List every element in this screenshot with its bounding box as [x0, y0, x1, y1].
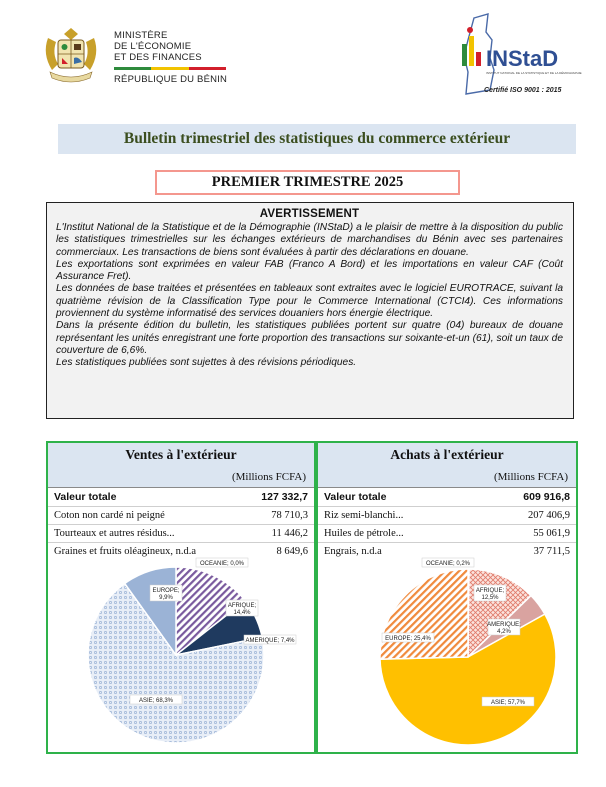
flag-color-bars	[114, 67, 226, 70]
benin-coat-of-arms-logo	[38, 24, 104, 86]
warning-paragraph-2: Les exportations sont exprimées en valeur FAB (Franco A Bord) et les importations en valeur CAF (Coût Assurance Fret).	[56, 258, 563, 283]
warning-paragraph-5: Les statistiques publiées sont sujettes à des révisions périodiques.	[56, 357, 357, 369]
exports-item-value: 11 446,2	[271, 528, 308, 539]
warning-box	[46, 202, 574, 419]
exports-item-label: Coton non cardé ni peigné	[54, 510, 165, 521]
imports-item-value: 37 711,5	[533, 546, 570, 557]
exports-item-value: 78 710,3	[271, 510, 308, 521]
quarter-label: PREMIER TRIMESTRE 2025	[211, 174, 404, 190]
pie-data-label	[382, 633, 434, 642]
warning-paragraph-4: Dans la présente édition du bulletin, les statistiques publiées portent sur quatre (04) bureaux de douane représentant les unités enregistrant une forte proportion des transactions sur soixante-et-un (61), soit un taux de couverture de 6,6%.	[56, 320, 563, 356]
imports-panel	[316, 441, 578, 754]
pie-slice	[380, 569, 468, 659]
svg-text:AFRIQUE;12,5%: AFRIQUE; 12,5%	[475, 588, 505, 601]
svg-text:EUROPE; 25,4%: EUROPE; 25,4%	[385, 635, 431, 642]
warning-paragraph-3: Les données de base traitées et présentées en tableaux sont extraites avec le logiciel EUROTRACE, suivant la quatrième révision de la Classification Type pour le Commerce International (CTCI4). Ces informations proviennent du système informatisé des services douaniers hors énergie électrique.	[56, 283, 563, 320]
bulletin-title: Bulletin trimestriel des statistiques du commerce extérieur	[123, 130, 511, 147]
bulletin-title-band	[58, 124, 576, 154]
pie-data-label	[196, 558, 248, 567]
svg-text:EUROPE;9,9%: EUROPE; 9,9%	[152, 588, 180, 601]
pie-data-label	[150, 585, 182, 601]
exports-total-value: 127 332,7	[261, 491, 308, 503]
pie-data-label	[226, 600, 258, 616]
table-row	[48, 506, 314, 524]
exports-panel	[46, 441, 316, 754]
exports-units: (Millions FCFA)	[48, 467, 314, 488]
exports-total-label: Valeur totale	[54, 491, 117, 503]
pie-data-label	[130, 695, 182, 704]
svg-text:ASIE; 68,3%: ASIE; 68,3%	[138, 697, 174, 704]
quarter-box	[155, 170, 460, 195]
exports-item-label: Graines et fruits oléagineux, n.d.a	[54, 546, 196, 557]
instad-subtitle: INSTITUT NATIONAL DE LA STATISTIQUE ET DE LA DÉMOGRAPHIE	[486, 71, 582, 75]
exports-heading: Ventes à l'extérieur	[48, 443, 314, 467]
exports-item-label: Tourteaux et autres résidus...	[54, 528, 175, 539]
imports-item-value: 55 061,9	[533, 528, 570, 539]
svg-text:OCEANIE; 0,2%: OCEANIE; 0,2%	[425, 560, 471, 567]
svg-text:AMERIQUE; 7,4%: AMERIQUE; 7,4%	[245, 637, 295, 644]
ministry-line-2: DE L'ÉCONOMIE	[114, 41, 192, 52]
imports-item-value: 207 406,9	[528, 510, 570, 521]
pie-data-label	[244, 635, 296, 644]
imports-total-label: Valeur totale	[324, 491, 387, 503]
imports-units: (Millions FCFA)	[318, 467, 576, 488]
exports-item-value: 8 649,6	[276, 546, 308, 557]
imports-item-label: Huiles de pétrole...	[324, 528, 404, 539]
imports-heading: Achats à l'extérieur	[318, 443, 576, 467]
ministry-line-1: MINISTÈRE	[114, 30, 168, 41]
exports-pie-chart	[48, 555, 314, 752]
imports-item-label: Riz semi-blanchi...	[324, 510, 404, 521]
pie-data-label	[422, 558, 474, 567]
warning-heading: AVERTISSEMENT	[259, 208, 360, 220]
table-row	[48, 524, 314, 542]
svg-text:ASIE; 57,7%: ASIE; 57,7%	[490, 699, 526, 706]
table-row	[318, 506, 576, 524]
republic-label: RÉPUBLIQUE DU BÉNIN	[114, 74, 228, 85]
svg-text:OCEANIE; 0,0%: OCEANIE; 0,0%	[199, 560, 245, 567]
exports-total-row	[48, 488, 314, 506]
imports-pie-chart	[318, 555, 576, 752]
imports-item-label: Engrais, n.d.a	[324, 546, 382, 557]
iso-certification: Certifié ISO 9001 : 2015	[484, 87, 562, 94]
instad-wordmark: INStaD	[486, 46, 559, 71]
imports-total-row	[318, 488, 576, 506]
pie-data-label	[474, 585, 506, 601]
ministry-block	[114, 30, 227, 85]
pie-data-label	[487, 619, 521, 635]
svg-text:AMERIQUE;4,2%: AMERIQUE; 4,2%	[487, 622, 521, 635]
table-row	[318, 524, 576, 542]
svg-text:AFRIQUE;14,4%: AFRIQUE; 14,4%	[227, 603, 257, 616]
ministry-line-3: ET DES FINANCES	[114, 52, 202, 63]
imports-total-value: 609 916,8	[523, 491, 570, 503]
warning-paragraph-1: L'Institut National de la Statistique et de la Démographie (INStaD) a le plaisir de mettre à la disposition du public les statistiques trimestrielles sur les échanges extérieurs de marchandises du Bénin avec ses partenaires commerciaux. Les transactions de biens sont évaluées à partir des déclarations en douane.	[56, 222, 563, 258]
pie-data-label	[482, 697, 534, 706]
